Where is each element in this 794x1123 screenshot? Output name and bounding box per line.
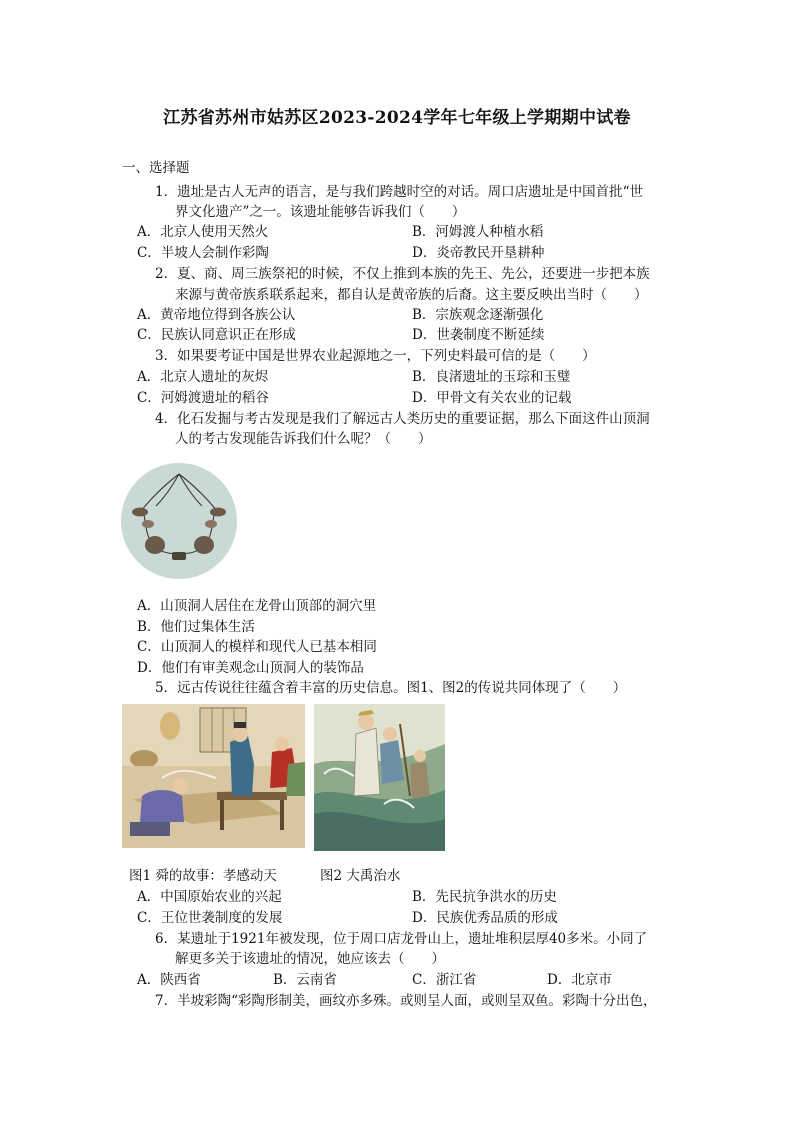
figure-1-caption: 图1 舜的故事：孝感动天 [129, 868, 277, 884]
q3-stem-line1: 3．如果要考证中国是世界农业起源地之一，下列史料最可信的是（ ） [155, 348, 596, 364]
q5-option-b: B．先民抗争洪水的历史 [412, 889, 557, 905]
q5-option-c: C．王位世袭制度的发展 [137, 910, 283, 926]
q4-stem-line2: 人的考古发现能告诉我们什么呢？（ ） [175, 431, 432, 447]
q4-option-b: B．他们过集体生活 [137, 619, 255, 635]
q4-option-d: D．他们有审美观念山顶洞人的装饰品 [137, 660, 364, 676]
figure-2-caption: 图2 大禹治水 [320, 868, 401, 884]
q2-stem-line1: 2．夏、商、周三族祭祀的时候，不仅上推到本族的先王、先公，还要进一步把本族 [155, 266, 650, 282]
q6-stem-line1: 6．某遗址于1921年被发现，位于周口店龙骨山上，遗址堆积层厚40多米。小同了 [155, 931, 648, 947]
figure-2-dayu [314, 704, 445, 851]
q1-stem-line1: 1．遗址是古人无声的语言，是与我们跨越时空的对话。周口店遗址是中国首批“世 [155, 184, 643, 200]
q2-option-c: C．民族认同意识正在形成 [137, 327, 296, 343]
q4-stem-line1: 4．化石发掘与考古发现是我们了解远古人类历史的重要证据，那么下面这件山顶洞 [155, 411, 650, 427]
q1-option-b: B．河姆渡人种植水稻 [412, 224, 544, 240]
ornament-figure [118, 460, 240, 582]
q3-option-b: B．良渚遗址的玉琮和玉璧 [412, 369, 571, 385]
q2-stem-line2: 来源与黄帝族系联系起来，都自认是黄帝族的后裔。这主要反映出当时（ ） [175, 287, 648, 303]
q2-option-d: D．世袭制度不断延续 [412, 327, 545, 343]
figure-1-shun [122, 704, 305, 848]
q1-option-d: D．炎帝教民开垦耕种 [412, 245, 545, 261]
q6-option-b: B．云南省 [273, 972, 337, 988]
q1-stem-line2: 界文化遗产”之一。该遗址能够告诉我们（ ） [175, 204, 466, 220]
q6-option-d: D．北京市 [547, 972, 612, 988]
q4-option-c: C．山顶洞人的模样和现代人已基本相同 [137, 639, 377, 655]
q4-option-a: A．山顶洞人居住在龙骨山顶部的洞穴里 [137, 598, 377, 614]
q6-option-a: A．陕西省 [137, 972, 201, 988]
page-title: 江苏省苏州市姑苏区2023-2024学年七年级上学期期中试卷 [163, 108, 631, 128]
q5-option-a: A．中国原始农业的兴起 [137, 889, 282, 905]
q6-stem-line2: 解更多关于该遗址的情况，她应该去（ ） [175, 951, 445, 967]
q5-option-d: D．民族优秀品质的形成 [412, 910, 558, 926]
dayu-illustration [314, 704, 445, 851]
q6-option-c: C．浙江省 [412, 972, 477, 988]
q1-option-a: A．北京人使用天然火 [137, 224, 269, 240]
q5-stem-line1: 5．远古传说往往蕴含着丰富的历史信息。图1、图2的传说共同体现了（ ） [155, 680, 627, 696]
q2-option-a: A．黄帝地位得到各族公认 [137, 307, 296, 323]
q1-option-c: C．半坡人会制作彩陶 [137, 245, 269, 261]
ornament-backdrop [121, 463, 237, 579]
q3-option-c: C．河姆渡遗址的稻谷 [137, 390, 269, 406]
q3-option-a: A．北京人遗址的灰烬 [137, 369, 269, 385]
ornament-illustration [118, 460, 240, 582]
q2-option-b: B．宗族观念逐渐强化 [412, 307, 544, 323]
shun-illustration [122, 704, 305, 848]
q7-stem-line1: 7．半坡彩陶“彩陶形制美，画纹亦多殊。或则呈人面，或则呈双鱼。彩陶十分出色， [155, 993, 657, 1009]
section-heading: 一、选择题 [122, 160, 190, 176]
q3-option-d: D．甲骨文有关农业的记载 [412, 390, 572, 406]
